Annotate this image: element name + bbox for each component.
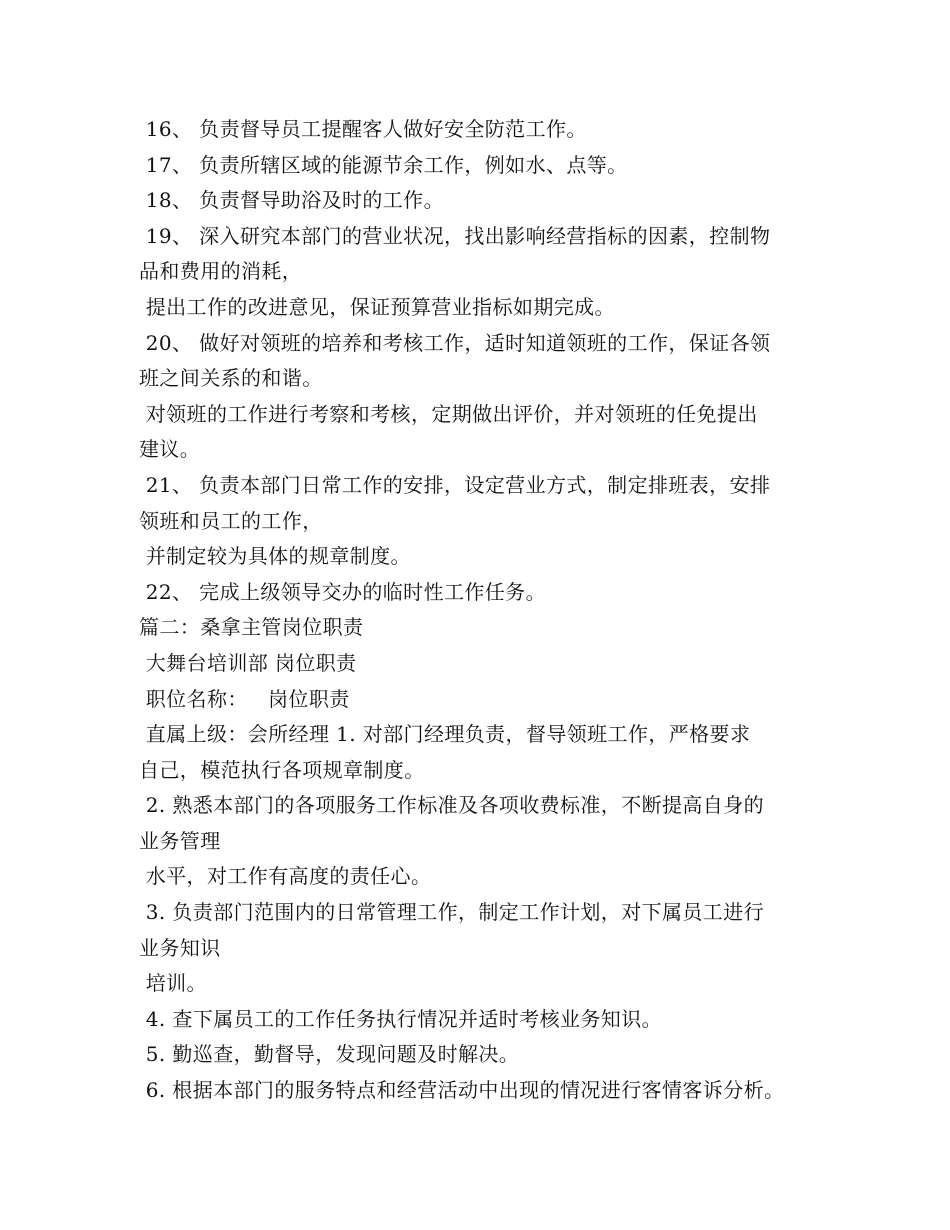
text-line: 提出工作的改进意见，保证预算营业指标如期完成。 xyxy=(139,294,615,319)
text-line: 大舞台培训部 岗位职责 xyxy=(139,650,357,675)
text-line: 自己，模范执行各项规章制度。 xyxy=(139,757,425,782)
section-heading: 篇二：桑拿主管岗位职责 xyxy=(139,615,364,640)
text-line: 培训。 xyxy=(139,971,207,996)
document-body xyxy=(139,112,839,1109)
text-line: 并制定较为具体的规章制度。 xyxy=(139,544,411,569)
text-line: 品和费用的消耗， xyxy=(139,259,303,284)
text-line: 直属上级：会所经理 1. 对部门经理负责，督导领班工作，严格要求 xyxy=(139,722,751,747)
text-line: 班之间关系的和谐。 xyxy=(139,366,323,391)
text-line: 22、 完成上级领导交办的临时性工作任务。 xyxy=(139,579,546,604)
text-line: 18、 负责督导助浴及时的工作。 xyxy=(139,188,444,213)
text-line: 建议。 xyxy=(139,437,201,462)
text-line: 职位名称： 岗位职责 xyxy=(139,686,350,711)
text-line: 2. 熟悉本部门的各项服务工作标准及各项收费标准，不断提高自身的 xyxy=(139,793,764,818)
text-line: 17、 负责所辖区域的能源节余工作，例如水、点等。 xyxy=(139,152,628,177)
text-line: 业务管理 xyxy=(139,828,221,853)
text-line: 6. 根据本部门的服务特点和经营活动中出现的情况进行客情客诉分析。 xyxy=(139,1078,785,1103)
text-line: 4. 查下属员工的工作任务执行情况并适时考核业务知识。 xyxy=(139,1006,662,1031)
text-line: 16、 负责督导员工提醒客人做好安全防范工作。 xyxy=(139,117,587,141)
text-line: 对领班的工作进行考察和考核，定期做出评价，并对领班的任免提出 xyxy=(139,401,758,426)
text-line: 20、 做好对领班的培养和考核工作，适时知道领班的工作，保证各领 xyxy=(139,330,771,355)
text-line: 业务知识 xyxy=(139,935,221,960)
text-line: 水平，对工作有高度的责任心。 xyxy=(139,864,432,889)
text-line: 3. 负责部门范围内的日常管理工作，制定工作计划，对下属员工进行 xyxy=(139,900,764,925)
text-line: 19、 深入研究本部门的营业状况，找出影响经营指标的因素，控制物 xyxy=(139,223,771,248)
text-line: 21、 负责本部门日常工作的安排，设定营业方式，制定排班表，安排 xyxy=(139,472,771,497)
text-line: 领班和员工的工作， xyxy=(139,508,323,533)
text-line: 5. 勤巡查，勤督导，发现问题及时解决。 xyxy=(139,1042,520,1067)
